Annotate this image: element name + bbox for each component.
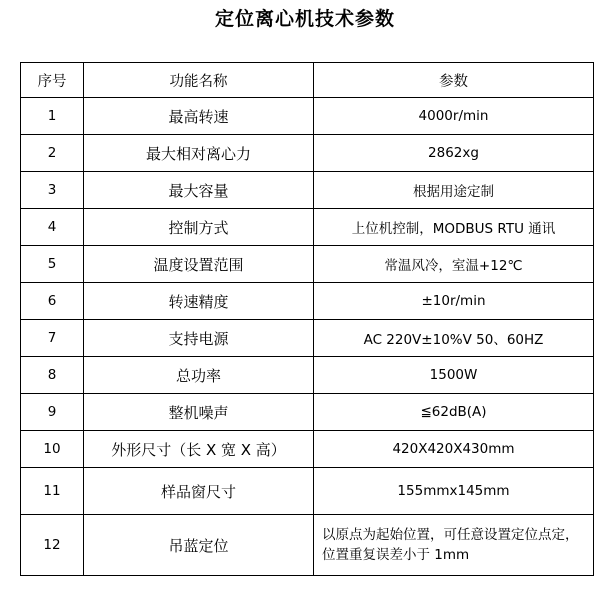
- row-no: 7: [21, 320, 84, 357]
- row-name: 支持电源: [84, 320, 314, 357]
- row-param: 155mmx145mm: [314, 468, 594, 515]
- row-no: 2: [21, 135, 84, 172]
- table-row: [21, 135, 594, 172]
- row-param: ±10r/min: [314, 283, 594, 320]
- row-name: 最大容量: [84, 172, 314, 209]
- row-param: 1500W: [314, 357, 594, 394]
- row-param: 上位机控制，MODBUS RTU 通讯: [314, 209, 594, 246]
- table-row: [21, 394, 594, 431]
- row-name: 总功率: [84, 357, 314, 394]
- table-row: [21, 431, 594, 468]
- row-name: 样品窗尺寸: [84, 468, 314, 515]
- table-header-row: [21, 63, 594, 98]
- row-no: 5: [21, 246, 84, 283]
- row-no: 6: [21, 283, 84, 320]
- header-param: 参数: [314, 63, 594, 98]
- table-row: [21, 320, 594, 357]
- row-name: 最大相对离心力: [84, 135, 314, 172]
- row-param: 2862xg: [314, 135, 594, 172]
- row-no: 12: [21, 515, 84, 576]
- document-title: 定位离心机技术参数: [214, 8, 395, 30]
- row-name: 整机噪声: [84, 394, 314, 431]
- row-no: 4: [21, 209, 84, 246]
- row-param: 根据用途定制: [314, 172, 594, 209]
- row-param: 4000r/min: [314, 98, 594, 135]
- row-no: 11: [21, 468, 84, 515]
- header-no: 序号: [21, 63, 84, 98]
- table-row: [21, 515, 594, 576]
- row-no: 10: [21, 431, 84, 468]
- row-param: ≦62dB(A): [314, 394, 594, 431]
- header-name: 功能名称: [84, 63, 314, 98]
- row-param: 以原点为起始位置，可任意设置定位点定，位置重复误差小于 1mm: [314, 515, 594, 576]
- row-name: 转速精度: [84, 283, 314, 320]
- row-no: 1: [21, 98, 84, 135]
- row-param: AC 220V±10%V 50、60HZ: [314, 320, 594, 357]
- spec-table: [20, 62, 594, 576]
- row-no: 9: [21, 394, 84, 431]
- table-row: [21, 283, 594, 320]
- row-name: 最高转速: [84, 98, 314, 135]
- row-name: 外形尺寸（长 X 宽 X 高）: [84, 431, 314, 468]
- row-param: 420X420X430mm: [314, 431, 594, 468]
- row-name: 吊蓝定位: [84, 515, 314, 576]
- table-row: [21, 246, 594, 283]
- row-no: 8: [21, 357, 84, 394]
- row-name: 控制方式: [84, 209, 314, 246]
- table-row: [21, 357, 594, 394]
- table-row: [21, 468, 594, 515]
- row-no: 3: [21, 172, 84, 209]
- table-row: [21, 209, 594, 246]
- row-param: 常温风冷，室温+12℃: [314, 246, 594, 283]
- table-row: [21, 98, 594, 135]
- row-name: 温度设置范围: [84, 246, 314, 283]
- table-row: [21, 172, 594, 209]
